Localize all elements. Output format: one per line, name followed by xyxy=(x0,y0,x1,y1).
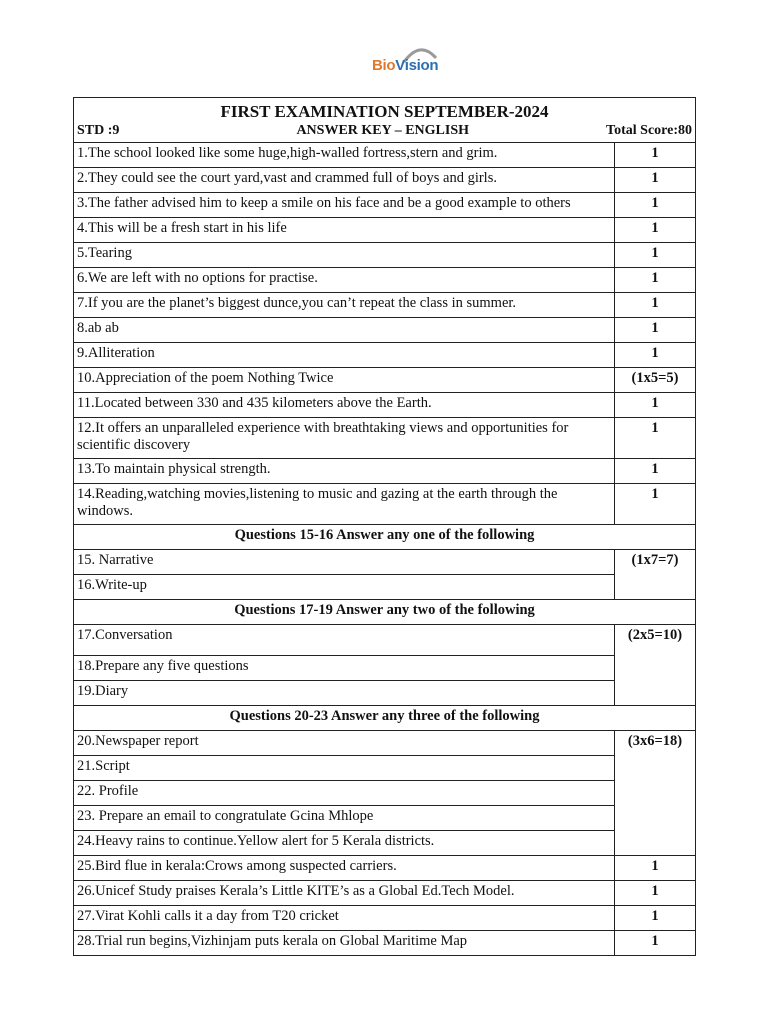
answer-text: 26.Unicef Study praises Kerala’s Little KITE’s as a Global Ed.Tech Model. xyxy=(74,881,615,906)
answer-score: 1 xyxy=(615,193,696,218)
answer-key-subtitle: ANSWER KEY – ENGLISH xyxy=(296,123,470,138)
section-score: (1x7=7) xyxy=(615,550,696,600)
section-heading: Questions 15-16 Answer any one of the following xyxy=(74,525,696,550)
answer-score: 1 xyxy=(615,168,696,193)
answer-score: 1 xyxy=(615,293,696,318)
answer-text: 15. Narrative xyxy=(74,550,615,575)
section-heading: Questions 20-23 Answer any three of the following xyxy=(74,706,696,731)
answer-score: 1 xyxy=(615,318,696,343)
answer-text: 22. Profile xyxy=(74,781,615,806)
answer-text: 6.We are left with no options for practise. xyxy=(74,268,615,293)
answer-text: 27.Virat Kohli calls it a day from T20 cricket xyxy=(74,906,615,931)
answer-text: 20.Newspaper report xyxy=(74,731,615,756)
answer-text: 14.Reading,watching movies,listening to music and gazing at the earth through the windows. xyxy=(74,484,615,525)
table-header xyxy=(74,98,696,143)
section-heading: Questions 17-19 Answer any two of the following xyxy=(74,600,696,625)
answer-score: 1 xyxy=(615,906,696,931)
answer-text: 28.Trial run begins,Vizhinjam puts kerala on Global Maritime Map xyxy=(74,931,615,956)
answer-score: 1 xyxy=(615,143,696,168)
answer-key-table xyxy=(73,97,696,956)
answer-text: 19.Diary xyxy=(74,681,615,706)
answer-score: 1 xyxy=(615,484,696,525)
std-label: STD :9 xyxy=(77,123,120,138)
answer-score: 1 xyxy=(615,459,696,484)
answer-text: 9.Alliteration xyxy=(74,343,615,368)
answer-score: 1 xyxy=(615,218,696,243)
answer-text: 2.They could see the court yard,vast and crammed full of boys and girls. xyxy=(74,168,615,193)
answer-text: 4.This will be a fresh start in his life xyxy=(74,218,615,243)
answer-text: 10.Appreciation of the poem Nothing Twice xyxy=(74,368,615,393)
answer-score: (1x5=5) xyxy=(615,368,696,393)
answer-text: 12.It offers an unparalleled experience with breathtaking views and opportunities for scientific discovery xyxy=(74,418,615,459)
answer-text: 23. Prepare an email to congratulate Gcina Mhlope xyxy=(74,806,615,831)
answer-score: 1 xyxy=(615,881,696,906)
exam-title: FIRST EXAMINATION SEPTEMBER-2024 xyxy=(220,102,549,121)
biovision-logo xyxy=(372,44,454,76)
answer-text: 1.The school looked like some huge,high-walled fortress,stern and grim. xyxy=(74,143,615,168)
answer-text: 17.Conversation xyxy=(74,625,615,656)
answer-text: 24.Heavy rains to continue.Yellow alert for 5 Kerala districts. xyxy=(74,831,615,856)
logo-text-bio: Bio xyxy=(372,57,396,74)
answer-score: 1 xyxy=(615,418,696,459)
answer-score: 1 xyxy=(615,243,696,268)
answer-text: 3.The father advised him to keep a smile on his face and be a good example to others xyxy=(74,193,615,218)
answer-score: 1 xyxy=(615,268,696,293)
answer-text: 18.Prepare any five questions xyxy=(74,656,615,681)
section-score: (2x5=10) xyxy=(615,625,696,706)
logo-text-vision: Vision xyxy=(395,57,439,74)
answer-text: 13.To maintain physical strength. xyxy=(74,459,615,484)
answer-score: 1 xyxy=(615,343,696,368)
answer-text: 16.Write-up xyxy=(74,575,615,600)
answer-text: 25.Bird flue in kerala:Crows among suspected carriers. xyxy=(74,856,615,881)
answer-text: 21.Script xyxy=(74,756,615,781)
total-score: Total Score:80 xyxy=(606,123,692,138)
answer-text: 7.If you are the planet’s biggest dunce,you can’t repeat the class in summer. xyxy=(74,293,615,318)
answer-score: 1 xyxy=(615,856,696,881)
section-score: (3x6=18) xyxy=(615,731,696,856)
answer-text: 5.Tearing xyxy=(74,243,615,268)
answer-text: 8.ab ab xyxy=(74,318,615,343)
answer-score: 1 xyxy=(615,393,696,418)
answer-score: 1 xyxy=(615,931,696,956)
answer-text: 11.Located between 330 and 435 kilometers above the Earth. xyxy=(74,393,615,418)
